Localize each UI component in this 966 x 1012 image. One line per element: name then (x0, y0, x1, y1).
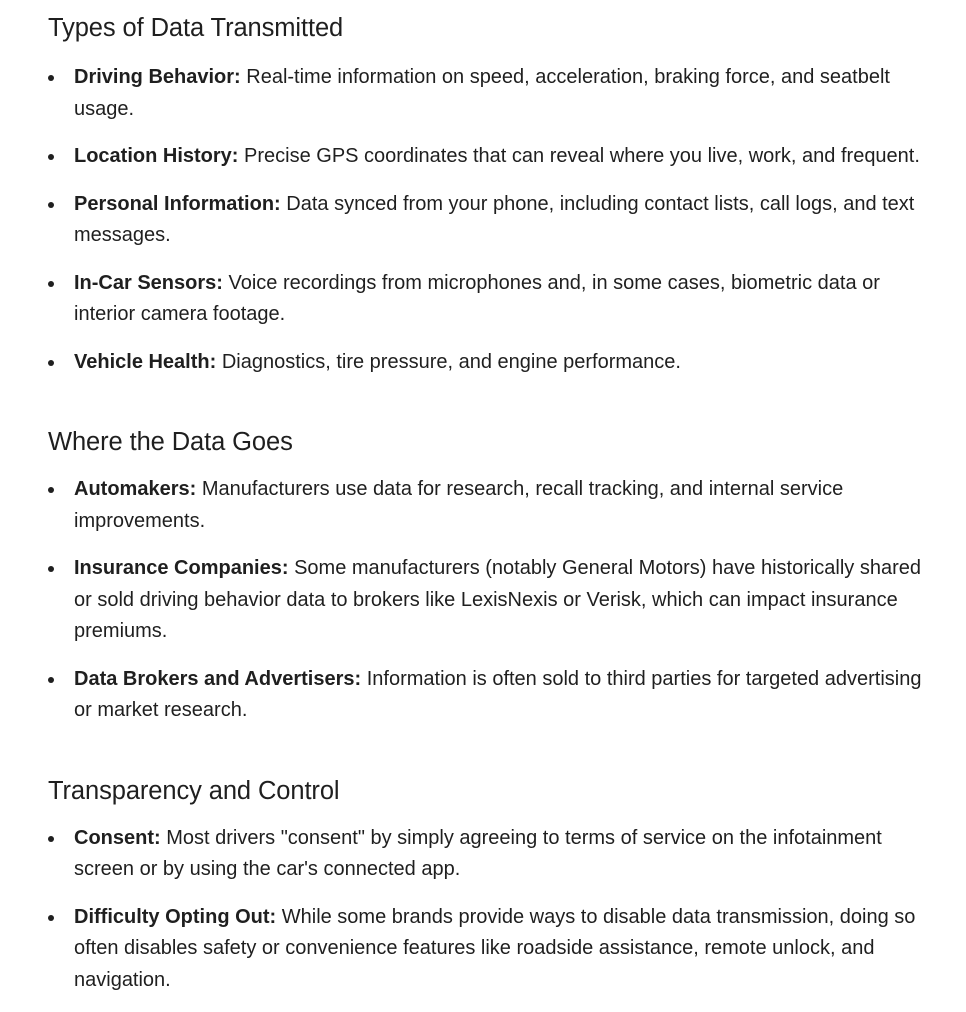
item-term: Difficulty Opting Out: (74, 905, 277, 928)
bullet-list (48, 62, 926, 378)
bullet-list (48, 823, 926, 997)
item-term: Personal Information: (74, 192, 281, 215)
item-term: Vehicle Health: (74, 350, 217, 373)
section-types-of-data (48, 0, 926, 378)
list-item (48, 823, 926, 886)
item-text: Precise GPS coordinates that can reveal where you live, work, and frequent. (238, 145, 920, 167)
bullet-list (48, 474, 926, 727)
item-term: Insurance Companies: (74, 557, 289, 579)
list-item (48, 664, 926, 727)
list-item (48, 474, 926, 537)
item-text: Diagnostics, tire pressure, and engine performance. (216, 350, 681, 373)
list-item (48, 553, 926, 648)
section-where-data-goes (48, 426, 926, 727)
item-text: Some manufacturers (notably General Motors) have historically shared or sold driving behavior data to brokers like LexisNexis or Verisk, which can impact insurance premiums. (74, 557, 922, 642)
item-text: Most drivers "consent" by simply agreeing to terms of service on the infotainment screen or by using the car's connected app. (74, 826, 882, 880)
list-item (48, 347, 926, 379)
list-item (48, 141, 926, 173)
item-term: Data Brokers and Advertisers: (74, 667, 362, 690)
item-term: Driving Behavior: (74, 66, 241, 88)
list-item (48, 62, 926, 125)
section-title: Transparency and Control (48, 776, 340, 805)
item-text: Manufacturers use data for research, recall tracking, and internal service improvements. (74, 478, 844, 532)
item-text: Real-time information on speed, acceleration, braking force, and seatbelt usage. (74, 66, 890, 120)
item-text: Information is often sold to third parties for targeted advertising or market research. (74, 667, 922, 721)
item-term: Consent: (74, 826, 161, 849)
item-text: While some brands provide ways to disable data transmission, doing so often disables safety or convenience features like roadside assistance, remote unlock, and navigation. (74, 905, 916, 991)
list-item (48, 189, 926, 252)
list-item (48, 268, 926, 331)
item-text: Voice recordings from microphones and, in some cases, biometric data or interior camera footage. (74, 271, 880, 325)
item-text: Data synced from your phone, including contact lists, call logs, and text messages. (74, 192, 915, 246)
item-term: Automakers: (74, 478, 197, 500)
item-term: Location History: (74, 145, 239, 167)
section-title: Types of Data Transmitted (48, 14, 344, 42)
section-title: Where the Data Goes (48, 428, 293, 456)
section-transparency-control (48, 775, 926, 997)
item-term: In-Car Sensors: (74, 271, 223, 294)
list-item (48, 902, 926, 997)
